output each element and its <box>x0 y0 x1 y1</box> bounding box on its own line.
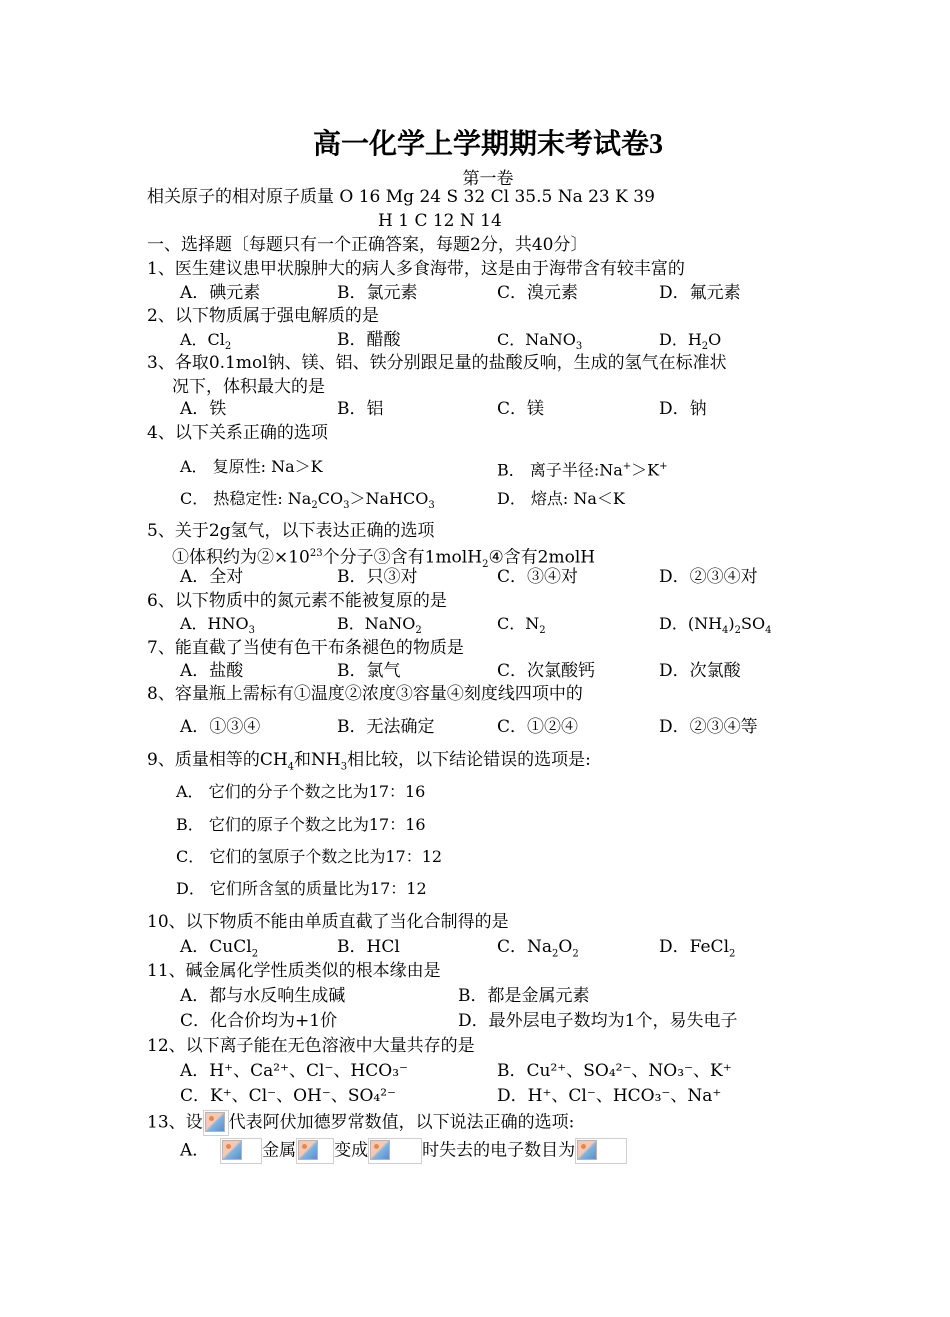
question-3-stem-2: 况下，体积最大的是 <box>172 377 325 397</box>
q4-option-d: D． 熔点: Na＜K <box>497 489 625 508</box>
q1-option-c: C．溴元素 <box>497 283 579 303</box>
q1-option-b: B．氯元素 <box>337 283 418 303</box>
question-7-stem: 7、能直截了当使有色干布条褪色的物质是 <box>147 638 464 658</box>
q11-option-b: B．都是金属元素 <box>458 986 590 1006</box>
question-2-stem: 2、以下物质属于强电解质的是 <box>147 306 379 326</box>
q2-option-a: A．$Cl_2$ <box>180 330 232 353</box>
broken-image-icon <box>203 1110 229 1136</box>
question-12-stem: 12、以下离子能在无色溶液中大量共存的是 <box>147 1036 475 1056</box>
q10-option-c: C．$Na_2O_2$ <box>497 937 579 960</box>
question-5-stem: 5、关于2g氢气，以下表达正确的选项 <box>147 521 435 541</box>
q2-option-c: C．NaNO$_3$ <box>497 330 583 353</box>
broken-image-icon <box>296 1138 334 1164</box>
q3-option-a: A．铁 <box>180 399 227 419</box>
q9-option-b: B． 它们的原子个数之比为17：16 <box>176 815 426 834</box>
q1-option-a: A．碘元素 <box>180 283 261 303</box>
q8-option-a: A．①③④ <box>180 717 261 737</box>
question-3-stem-1: 3、各取0.1mol钠、镁、铝、铁分别跟足量的盐酸反响，生成的氢气在标准状 <box>147 353 727 373</box>
q8-option-b: B．无法确定 <box>337 717 435 737</box>
q10-option-d: D．FeCl$_2$ <box>659 937 736 960</box>
question-1-stem: 1、医生建议患甲状腺肿大的病人多食海带，这是由于海带含有较丰富的 <box>147 259 685 279</box>
question-10-stem: 10、以下物质不能由单质直截了当化合制得的是 <box>147 912 509 932</box>
q3-option-d: D．钠 <box>659 399 707 419</box>
q8-option-d: D．②③④等 <box>659 717 758 737</box>
q9-option-c: C． 它们的氢原子个数之比为17：12 <box>176 847 443 866</box>
q11-option-c: C．化合价均为+1价 <box>180 1011 338 1031</box>
q10-option-a: A．CuCl$_2$ <box>180 937 259 960</box>
question-5-statements: ①体积约为$②\times 10^{23}$个分子③含有1molH$_2$④含有2molH <box>172 547 596 571</box>
atomic-mass-line-1: 相关原子的相对原子质量 O 16 Mg 24 S 32 Cl 35.5 Na 23 K 39 <box>147 187 655 207</box>
q12-option-a: A．H⁺、Ca²⁺、Cl⁻、HCO₃⁻ <box>180 1061 408 1081</box>
q2-option-d: D．$H_2O$ <box>659 330 722 353</box>
broken-image-icon <box>575 1138 627 1164</box>
q11-option-d: D．最外层电子数均为1个，易失电子 <box>458 1011 738 1031</box>
q5-option-d: D．②③④对 <box>659 567 758 587</box>
q12-option-b: B．Cu²⁺、SO₄²⁻、NO₃⁻、K⁺ <box>497 1061 732 1081</box>
q3-option-b: B．铝 <box>337 399 384 419</box>
q11-option-a: A．都与水反响生成碱 <box>180 986 346 1006</box>
q10-option-b: B．HCl <box>337 937 400 957</box>
section-heading: 一、选择题〔每题只有一个正确答案，每题2分，共40分〕 <box>147 235 588 255</box>
q4-option-b: B． 离子半径:Na+＞K+ <box>497 460 668 480</box>
broken-image-icon <box>220 1138 262 1164</box>
q4-option-a: A． 复原性: Na＞K <box>180 457 323 476</box>
q2-option-b: B．醋酸 <box>337 330 401 350</box>
q12-option-d: D．H⁺、Cl⁻、HCO₃⁻、Na⁺ <box>497 1086 722 1106</box>
q5-option-b: B．只③对 <box>337 567 418 587</box>
question-8-stem: 8、容量瓶上需标有①温度②浓度③容量④刻度线四项中的 <box>147 684 583 704</box>
q13-option-a: A． 金属 变成 时失去的电子数目为 <box>180 1138 627 1164</box>
q7-option-d: D．次氯酸 <box>659 661 741 681</box>
volume-label: 第一卷 <box>462 169 514 189</box>
q6-option-b: B．NaNO$_2$ <box>337 614 422 637</box>
q7-option-b: B．氯气 <box>337 661 401 681</box>
q7-option-a: A．盐酸 <box>180 661 244 681</box>
q7-option-c: C．次氯酸钙 <box>497 661 596 681</box>
q5-option-a: A．全对 <box>180 567 244 587</box>
q3-option-c: C．镁 <box>497 399 545 419</box>
q1-option-d: D．氟元素 <box>659 283 741 303</box>
q8-option-c: C．①②④ <box>497 717 579 737</box>
question-9-stem: 9、质量相等的$CH_4$和$NH_3$相比较，以下结论错误的选项是: <box>147 750 591 773</box>
q6-option-a: A．$HNO_3$ <box>180 614 256 637</box>
q5-option-c: C．③④对 <box>497 567 579 587</box>
q12-option-c: C．K⁺、Cl⁻、OH⁻、SO₄²⁻ <box>180 1086 397 1106</box>
atomic-mass-line-2: H 1 C 12 N 14 <box>378 211 502 231</box>
q6-option-d: D．$(NH_4)_2SO_4$ <box>659 614 772 637</box>
question-6-stem: 6、以下物质中的氮元素不能被复原的是 <box>147 591 447 611</box>
broken-image-icon <box>368 1138 422 1164</box>
q9-option-d: D． 它们所含氢的质量比为17：12 <box>176 879 427 898</box>
q4-option-c: C． 热稳定性: $Na_2CO_3>NaHCO_3$ <box>180 489 435 512</box>
exam-title: 高一化学上学期期末考试卷3 <box>312 129 663 160</box>
question-13-stem: 13、设 代表阿伏加德罗常数值，以下说法正确的选项: <box>147 1110 574 1136</box>
q6-option-c: C．$N_2$ <box>497 614 546 637</box>
question-4-stem: 4、以下关系正确的选项 <box>147 423 328 443</box>
question-11-stem: 11、碱金属化学性质类似的根本缘由是 <box>147 961 441 981</box>
q9-option-a: A． 它们的分子个数之比为17：16 <box>176 782 426 801</box>
